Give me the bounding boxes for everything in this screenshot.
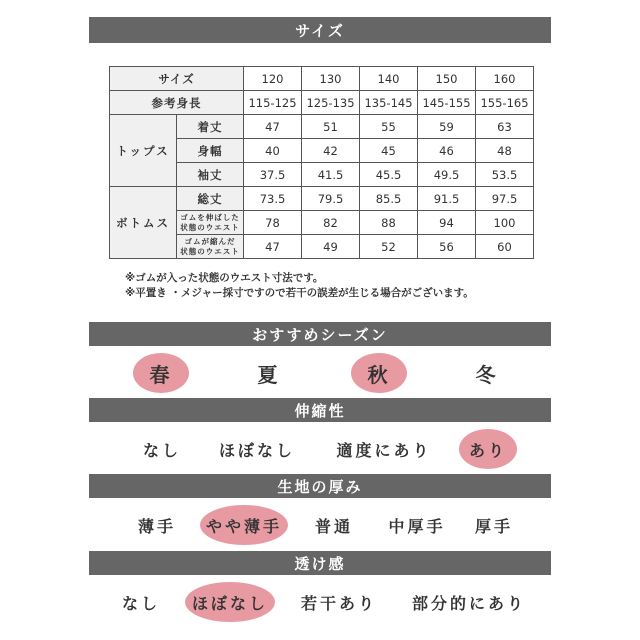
note-line: ※平置き ・メジャー採寸ですので若干の誤差が生じる場合がございます。 [125,287,474,299]
size-value: 140 [360,67,418,91]
table-row [110,187,534,211]
measure-value: 49 [302,235,360,259]
size-header-label: サイズ [110,67,244,91]
size-value: 160 [476,67,534,91]
measure-value: 47 [244,115,302,139]
table-row [110,115,534,139]
season-options [89,353,551,393]
thickness-options [89,505,551,545]
measure-value: 79.5 [302,187,360,211]
thickness-option-slightly-thin [200,505,288,545]
table-row [110,91,534,115]
measure-name-line: 状態のウエスト [180,246,240,256]
height-value: 145-155 [418,91,476,115]
transparency-option-partial [407,582,531,622]
size-section-title: サイズ [295,21,345,40]
measure-value: 94 [418,211,476,235]
height-value: 125-135 [302,91,360,115]
option-label: 若干あり [300,593,377,613]
measure-value: 47 [244,235,302,259]
measure-value: 91.5 [418,187,476,211]
measure-name [177,211,244,235]
height-value: 115-125 [244,91,302,115]
transparency-option-slight [294,582,384,622]
stretch-option-moderate [329,429,439,469]
option-label: あり [468,440,507,460]
measure-name-line: ゴムが縮んだ [184,236,236,246]
option-label: 春 [149,362,173,387]
thickness-section-header [89,474,551,498]
size-notes [125,271,474,301]
size-section-header [89,17,551,43]
measure-name: 袖丈 [177,163,244,187]
measure-value: 51 [302,115,360,139]
measure-name: 身幅 [177,139,244,163]
option-label: 中厚手 [388,516,446,536]
stretch-options [89,429,551,469]
size-value: 130 [302,67,360,91]
stretch-option-yes [459,429,517,469]
season-option-summer [241,353,297,393]
stretch-section-title: 伸縮性 [294,401,346,420]
measure-value: 56 [418,235,476,259]
option-label: なし [142,440,181,460]
measure-value: 42 [302,139,360,163]
stretch-section-header [89,398,551,422]
bottoms-group-label: ボトムス [110,187,177,259]
measure-value: 53.5 [476,163,534,187]
season-option-spring [133,353,189,393]
measure-value: 45 [360,139,418,163]
measure-value: 59 [418,115,476,139]
tops-group-label: トップス [110,115,177,187]
height-header-label: 参考身長 [110,91,244,115]
option-label: ほぼなし [191,593,268,613]
measure-value: 41.5 [302,163,360,187]
thickness-option-medium-thick [381,505,453,545]
season-section-title: おすすめシーズン [252,325,388,344]
size-value: 120 [244,67,302,91]
season-section-header [89,322,551,346]
measure-name-line: ゴムを伸ばした [180,212,240,222]
transparency-section-header [89,551,551,575]
option-label: 普通 [314,516,353,536]
stretch-option-almost-none [209,429,305,469]
transparency-option-almost-none [185,582,275,622]
season-option-autumn [351,353,407,393]
size-table [109,66,534,259]
measure-name [177,235,244,259]
measure-value: 63 [476,115,534,139]
option-label: なし [121,593,160,613]
measure-value: 100 [476,211,534,235]
option-label: 冬 [475,362,499,387]
measure-value: 49.5 [418,163,476,187]
transparency-options [89,582,551,622]
thickness-option-normal [304,505,364,545]
season-option-winter [459,353,515,393]
measure-value: 52 [360,235,418,259]
measure-name-line: 状態のウエスト [180,222,240,232]
thickness-option-thin [127,505,187,545]
table-row [110,67,534,91]
measure-value: 78 [244,211,302,235]
measure-name: 総丈 [177,187,244,211]
option-label: ほぼなし [218,440,295,460]
option-label: やや薄手 [205,516,282,536]
option-label: 秋 [367,362,391,387]
measure-value: 73.5 [244,187,302,211]
size-value: 150 [418,67,476,91]
thickness-option-thick [464,505,524,545]
measure-value: 46 [418,139,476,163]
transparency-section-title: 透け感 [294,554,346,573]
option-label: 薄手 [137,516,176,536]
measure-value: 97.5 [476,187,534,211]
height-value: 155-165 [476,91,534,115]
measure-value: 45.5 [360,163,418,187]
thickness-section-title: 生地の厚み [277,477,363,496]
height-value: 135-145 [360,91,418,115]
measure-value: 37.5 [244,163,302,187]
measure-value: 60 [476,235,534,259]
measure-value: 55 [360,115,418,139]
option-label: 夏 [257,362,281,387]
measure-value: 88 [360,211,418,235]
option-label: 厚手 [474,516,513,536]
option-label: 部分的にあり [411,593,526,613]
option-label: 適度にあり [336,440,432,460]
stretch-option-none [132,429,192,469]
measure-value: 85.5 [360,187,418,211]
note-line: ※ゴムが入った状態のウエスト寸法です。 [125,272,324,284]
measure-name: 着丈 [177,115,244,139]
transparency-option-none [111,582,171,622]
measure-value: 82 [302,211,360,235]
measure-value: 40 [244,139,302,163]
measure-value: 48 [476,139,534,163]
